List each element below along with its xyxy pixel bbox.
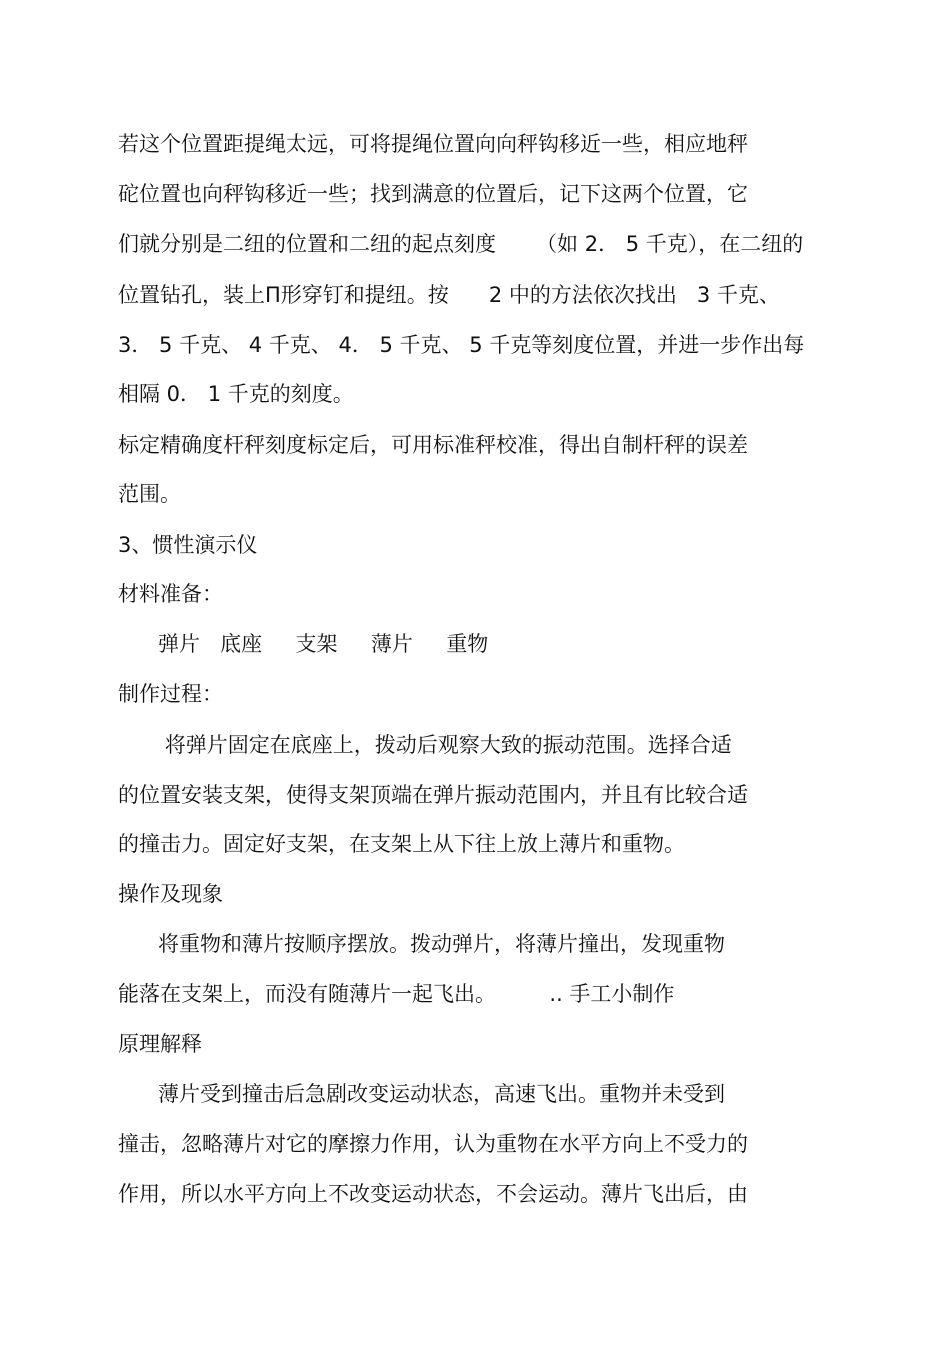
text-line: 撞击，忽略薄片对它的摩擦力作用，认为重物在水平方向上不受力的 (118, 1132, 748, 1156)
text-line: 3． 5 千克、 4 千克、 4． 5 千克、 5 千克等刻度位置，并进一步作出每 (118, 333, 805, 357)
subsection-heading: 制作过程： (118, 682, 223, 706)
text-line: 范围。 (118, 482, 181, 506)
text-line: 砣位置也向秤钩移近一些；找到满意的位置后，记下这两个位置，它 (118, 182, 748, 206)
subsection-heading: 原理解释 (118, 1032, 202, 1056)
text-line: 位置钻孔，装上Π形穿钉和提纽。按 2 中的方法依次找出 3 千克、 (118, 283, 780, 307)
text-line: 若这个位置距提绳太远，可将提绳位置向向秤钩移近一些，相应地秤 (118, 132, 748, 156)
text-line: 们就分别是二纽的位置和二纽的起点刻度 （如 2． 5 千克），在二纽的 (118, 232, 804, 256)
text-line: 相隔 0． 1 千克的刻度。 (118, 382, 354, 406)
subsection-heading: 操作及现象 (118, 882, 223, 906)
subsection-heading: 材料准备： (118, 582, 223, 606)
section-heading: 3、惯性演示仪 (118, 533, 258, 557)
text-line: 作用，所以水平方向上不改变运动状态，不会运动。薄片飞出后，由 (118, 1182, 748, 1206)
text-line: 薄片受到撞击后急剧改变运动状态，高速飞出。重物并未受到 (118, 1082, 726, 1106)
text-line: 能落在支架上，而没有随薄片一起飞出。 .. 手工小制作 (118, 982, 675, 1006)
materials-list: 弹片 底座 支架 薄片 重物 (118, 632, 489, 656)
text-line: 的位置安装支架，使得支架顶端在弹片振动范围内，并且有比较合适 (118, 783, 748, 807)
text-line: 标定精确度杆秤刻度标定后，可用标准秤校准，得出自制杆秤的误差 (118, 433, 748, 457)
text-line: 将重物和薄片按顺序摆放。拨动弹片，将薄片撞出，发现重物 (118, 932, 726, 956)
text-line: 的撞击力。固定好支架，在支架上从下往上放上薄片和重物。 (118, 832, 685, 856)
text-line: 将弹片固定在底座上，拨动后观察大致的振动范围。选择合适 (118, 733, 732, 757)
